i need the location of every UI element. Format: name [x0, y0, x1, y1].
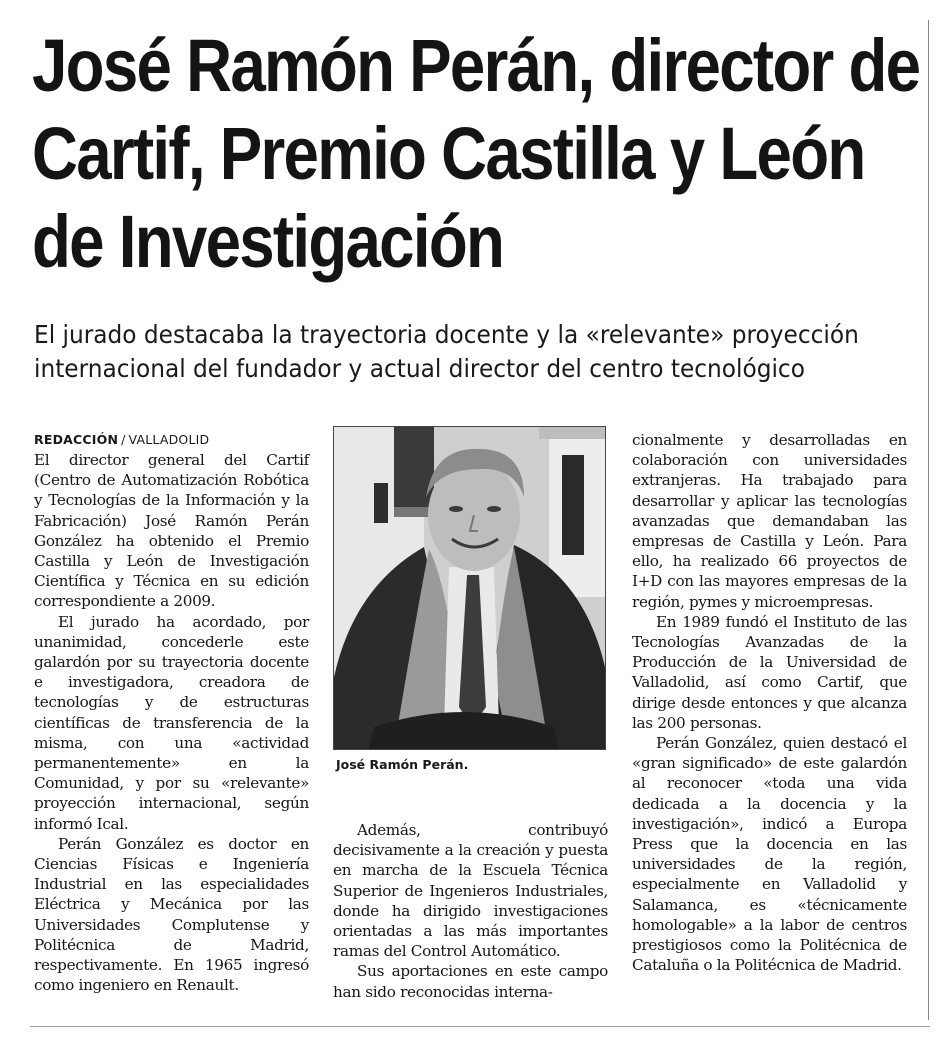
portrait-photo [333, 426, 606, 750]
paragraph: Además, contribuyó decisivamente a la creación y puesta en marcha de la Escuela Técnica Superior de Ingenieros Industriales, donde ha dirigido investigaciones orientadas a las más importantes ramas del Control Automático. [333, 821, 608, 961]
photo-caption: José Ramón Perán. [336, 757, 469, 772]
column-rule-right [928, 20, 929, 1020]
headline: José Ramón Perán, director de Cartif, Premio Castilla y León de Investigación [32, 24, 920, 283]
paragraph: El jurado ha acordado, por unanimidad, concederle este galardón por su trayectoria docente e investigadora, creadora de tecnologías y de estructuras científicas de transferencia de la misma, con una «actividad permanentemente» en la Comunidad, y por su «relevante» proyección internacional, según informó Ical. [34, 612, 309, 833]
portrait-illustration [334, 427, 605, 749]
paragraph: El director general del Cartif (Centro de Automatización Robótica y Tecnologías de la Información y la Fabricación) José Ramón Perán González ha obtenido el Premio Castilla y León de Investigación Científica y Técnica en su edición correspondiente a 2009. [34, 451, 309, 611]
byline-place: VALLADOLID [128, 432, 210, 447]
paragraph: cionalmente y desarrolladas en colaboración con universidades extranjeras. Ha trabajado para desarrollar y aplicar las tecnologías avanzadas que demandaban las empresas de Castilla y León. Para ello, ha realizado 66 proyectos de I+D con las mayores empresas de la región, pymes y microempresas. [632, 431, 907, 611]
article-column-1 [34, 430, 309, 995]
paragraph: Perán González, quien destacó el «gran significado» de este galardón al reconocer «toda una vida dedicada a la docencia y la investigación», indicó a Europa Press que la docencia en las universidades de la región, especialmente en Valladolid y Salamanca, es «técnicamente homologable» a la labor de centros prestigiosos como la Politécnica de Cataluña o la Politécnica de Madrid. [632, 734, 907, 975]
byline [34, 430, 309, 450]
paragraph: En 1989 fundó el Instituto de las Tecnologías Avanzadas de la Producción de la Universidad de Valladolid, así como Cartif, que dirige desde entonces y que alcanza las 200 personas. [632, 612, 907, 732]
byline-author: REDACCIÓN [34, 432, 119, 447]
article-column-2 [333, 820, 608, 1002]
subtitle: El jurado destacaba la trayectoria docente y la «relevante» proyección internacional del fundador y actual director del centro tecnológico [34, 320, 859, 383]
page-rule-bottom [30, 1026, 930, 1027]
paragraph: Sus aportaciones en este campo han sido reconocidas interna- [333, 962, 608, 1001]
byline-separator: / [121, 432, 126, 447]
paragraph: Perán González es doctor en Ciencias Físicas e Ingeniería Industrial en las especialidades Eléctrica y Mecánica por las Universidades Complutense y Politécnica de Madrid, respectivamente. En 1965 ingresó como ingeniero en Renault. [34, 834, 309, 995]
article-column-3 [632, 430, 907, 975]
